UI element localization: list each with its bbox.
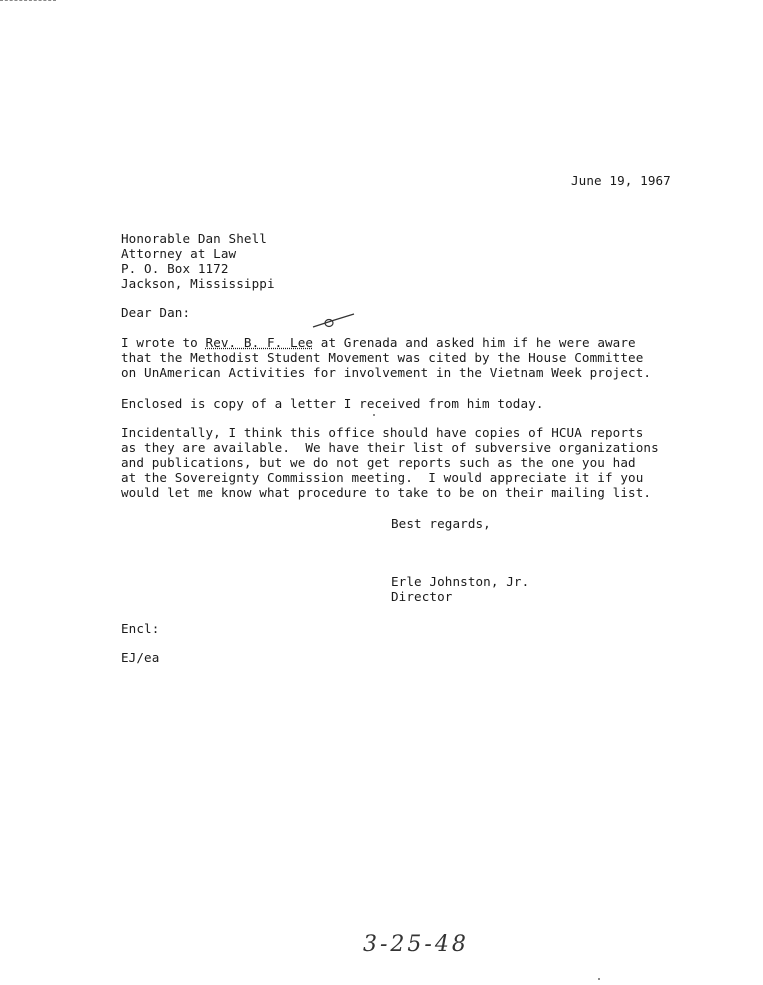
- paragraph1-line3: on UnAmerican Activities for involvement in the Vietnam Week project.: [121, 365, 652, 380]
- letter-date: June 19, 1967: [571, 173, 671, 188]
- paragraph1-line2: that the Methodist Student Movement was cited by the House Committee: [121, 350, 644, 365]
- recipient-box: P. O. Box 1172: [121, 261, 229, 276]
- paragraph3-line5: would let me know what procedure to take to be on their mailing list.: [121, 485, 652, 500]
- handwritten-file-number: 3-25-48: [363, 932, 469, 957]
- recipient-name: Honorable Dan Shell: [121, 231, 267, 246]
- signature-name: Erle Johnston, Jr.: [391, 574, 530, 589]
- recipient-title: Attorney at Law: [121, 246, 237, 261]
- scan-edge-mark: [0, 0, 56, 1]
- paragraph2: Enclosed is copy of a letter I received from him today.: [121, 396, 544, 411]
- recipient-city: Jackson, Mississippi: [121, 276, 275, 291]
- paragraph3-line4: at the Sovereignty Commission meeting. I would appreciate it if you: [121, 470, 644, 485]
- reverend-reference: Rev. B. F. Lee: [205, 335, 314, 350]
- salutation: Dear Dan:: [121, 305, 191, 320]
- paragraph1-post: at Grenada and asked him if he were aware: [313, 335, 636, 350]
- paragraph3-line2: as they are available. We have their list of subversive organizations: [121, 440, 659, 455]
- scan-speck: [598, 978, 600, 980]
- paragraph3-line3: and publications, but we do not get reports such as the one you had: [121, 455, 636, 470]
- paragraph3-line1: Incidentally, I think this office should have copies of HCUA reports: [121, 425, 644, 440]
- closing: Best regards,: [391, 516, 491, 531]
- handwritten-check-mark: [312, 312, 356, 332]
- typist-initials: EJ/ea: [121, 650, 160, 665]
- paragraph1-pre: I wrote to: [121, 335, 206, 350]
- enclosure-note: Encl:: [121, 621, 160, 636]
- scan-speck: [373, 414, 375, 416]
- paragraph1-line1: [121, 335, 636, 351]
- signature-title: Director: [391, 589, 453, 604]
